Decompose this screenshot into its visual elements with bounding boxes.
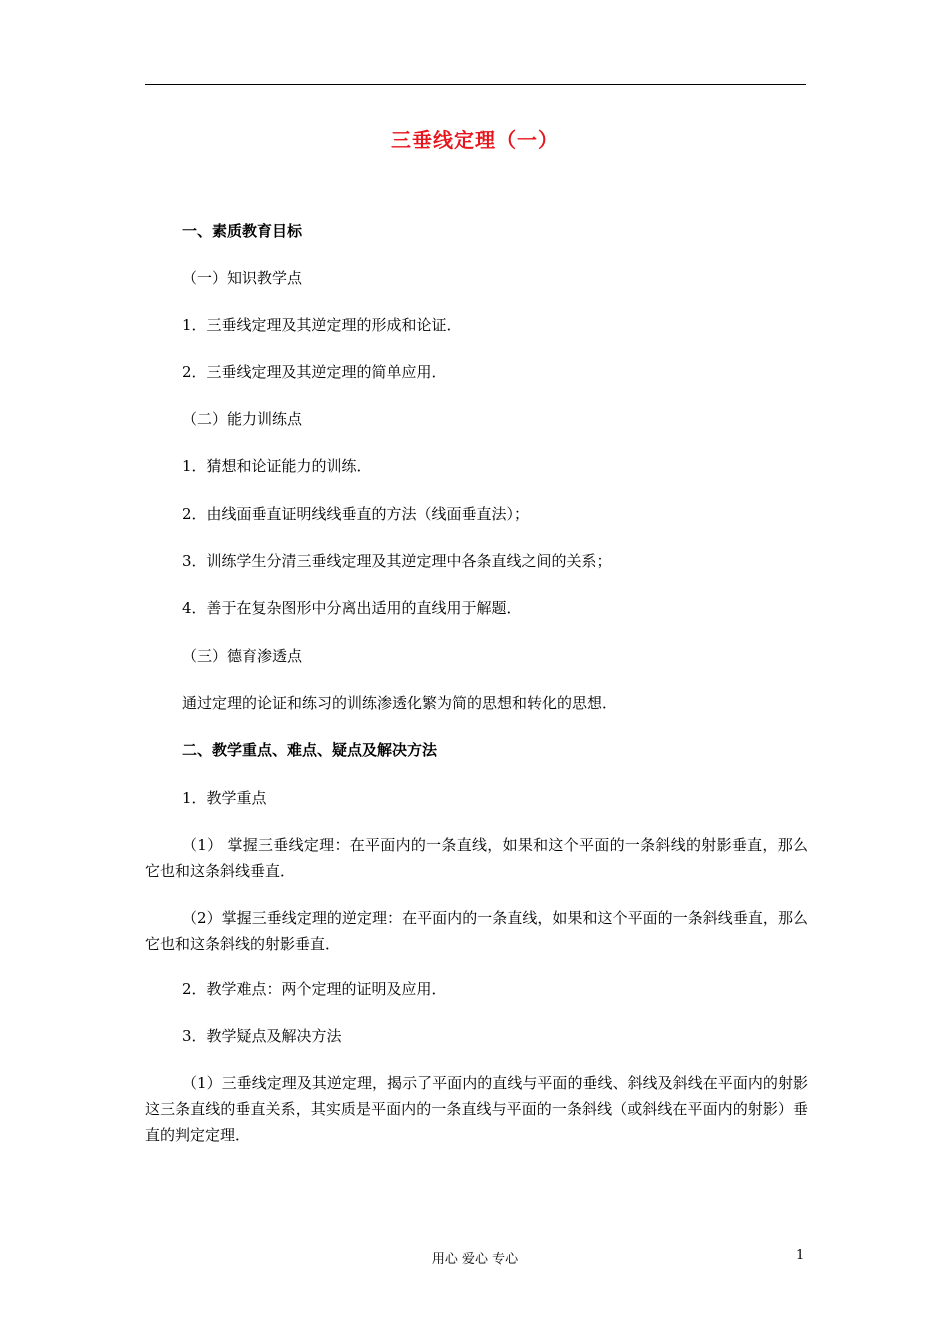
section2-item1-paragraph2: （2）掌握三垂线定理的逆定理：在平面内的一条直线，如果和这个平面的一条斜线垂直，那么它也和这条斜线的射影垂直． xyxy=(145,909,808,953)
section1-sub1-item1: 1．三垂线定理及其逆定理的形成和论证． xyxy=(182,316,462,334)
section1-sub2-item3: 3．训练学生分清三垂线定理及其逆定理中各条直线之间的关系； xyxy=(182,552,612,570)
section1-sub2: （二）能力训练点 xyxy=(182,410,303,428)
section1-heading: 一、素质教育目标 xyxy=(182,222,303,240)
section2-item3-paragraph1: （1）三垂线定理及其逆定理，揭示了平面内的直线与平面的垂线、斜线及斜线在平面内的射影这三条直线的垂直关系，其实质是平面内的一条直线与平面的一条斜线（或斜线在平面内的射影）垂直的判定定理． xyxy=(145,1074,808,1144)
section1-sub2-item4: 4．善于在复杂图形中分离出适用的直线用于解题． xyxy=(182,599,522,617)
section1-sub3-text: 通过定理的论证和练习的训练渗透化繁为简的思想和转化的思想． xyxy=(182,694,618,712)
header-rule xyxy=(145,84,806,85)
document-title: 三垂线定理（一） xyxy=(391,128,559,152)
section2-item2: 2．教学难点：两个定理的证明及应用． xyxy=(182,980,447,998)
section1-sub1: （一）知识教学点 xyxy=(182,269,303,287)
section1-sub2-item1: 1．猜想和论证能力的训练． xyxy=(182,457,372,475)
section2-item1: 1．教学重点 xyxy=(182,789,267,807)
section2-item1-paragraph1: （1） 掌握三垂线定理：在平面内的一条直线，如果和这个平面的一条斜线的射影垂直，那么它也和这条斜线垂直． xyxy=(145,836,808,880)
section1-sub2-item2: 2．由线面垂直证明线线垂直的方法（线面垂直法）； xyxy=(182,505,530,523)
section1-sub3: （三）德育渗透点 xyxy=(182,647,303,665)
section2-item3: 3．教学疑点及解决方法 xyxy=(182,1027,342,1045)
section2-heading: 二、教学重点、难点、疑点及解决方法 xyxy=(182,741,438,759)
footer-text: 用心 爱心 专心 xyxy=(431,1252,519,1267)
page-number: 1 xyxy=(796,1248,805,1263)
section1-sub1-item2: 2．三垂线定理及其逆定理的简单应用． xyxy=(182,363,447,381)
